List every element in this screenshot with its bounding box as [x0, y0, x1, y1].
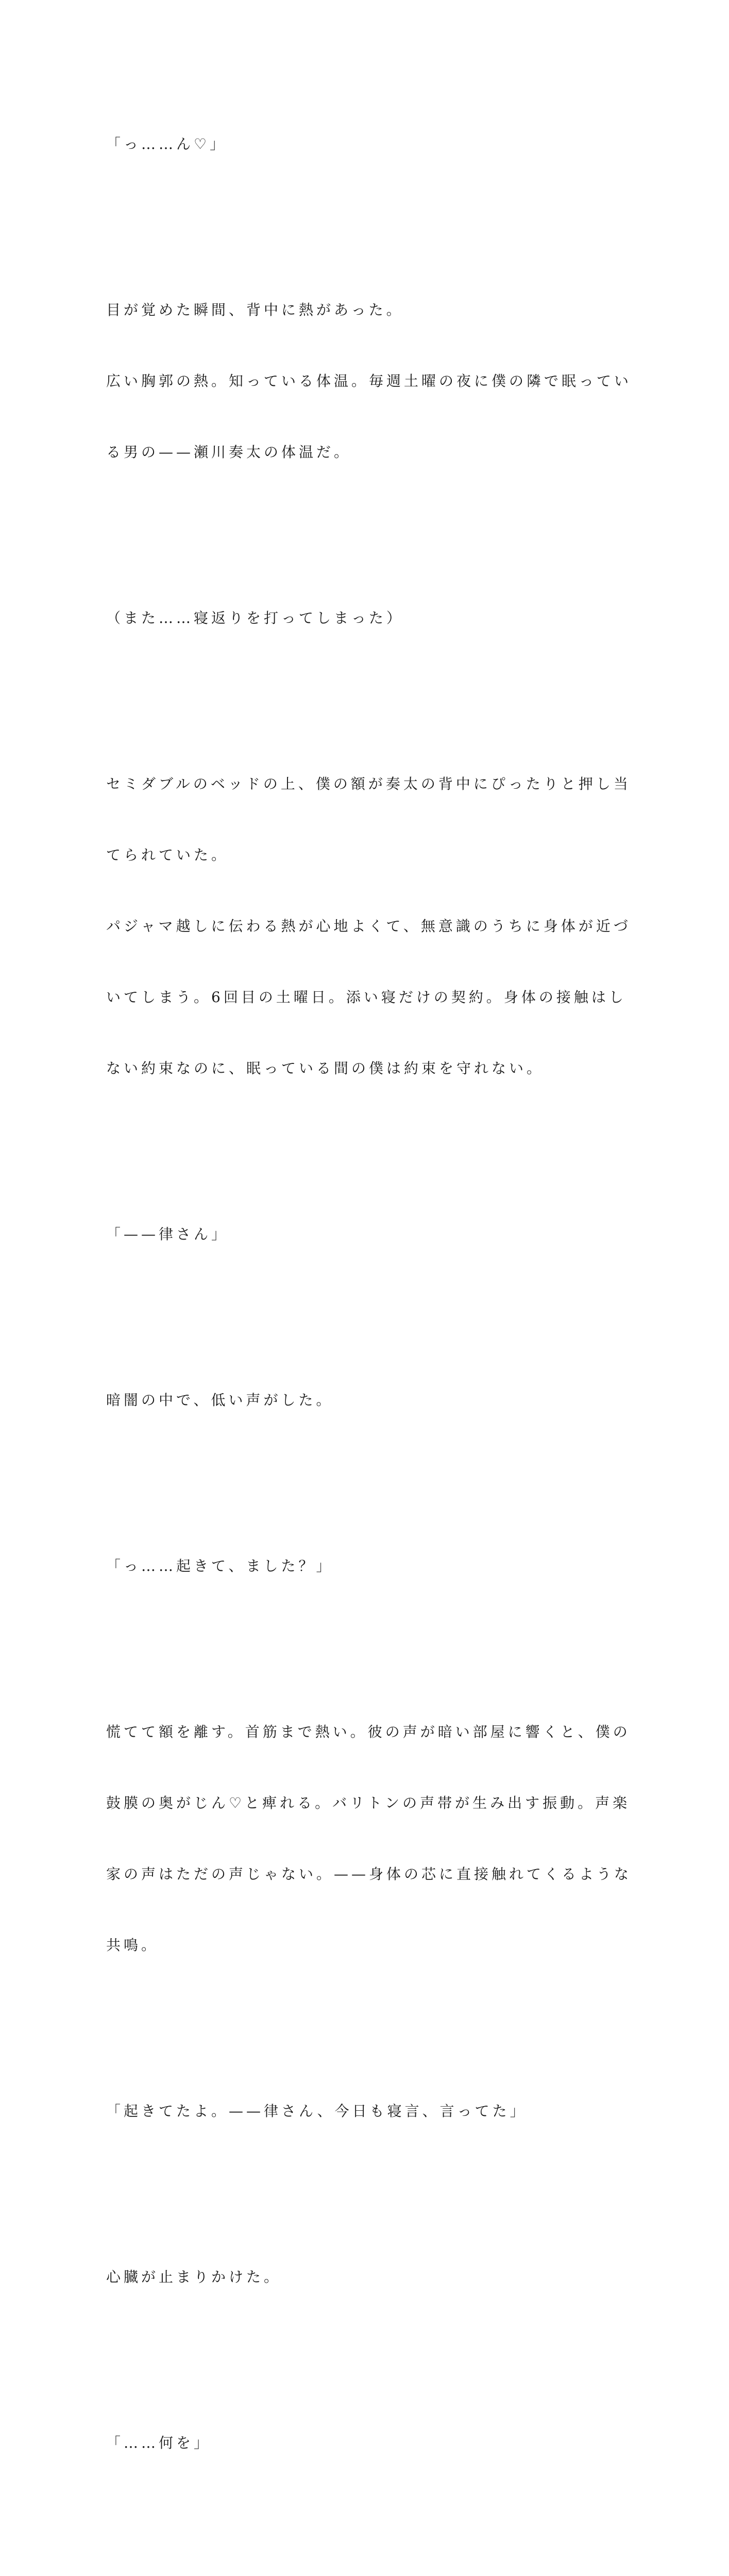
inner-thought-line: （また……寝返りを打ってしまった）: [106, 609, 404, 626]
paragraph-gap: [106, 1128, 626, 1151]
paragraph-gap: [106, 1460, 626, 1483]
narration-line: 鼓膜の奥がじん♡と痺れる。バリトンの声帯が生み出す振動。声楽: [106, 1794, 631, 1811]
paragraph-gap: [106, 1625, 626, 1649]
narration-line: 広い胸郭の熱。知っている体温。毎週土曜の夜に僕の隣で眠ってい: [106, 372, 632, 389]
narration-line: 暗闇の中で、低い声がした。: [106, 1392, 334, 1409]
body-text: [106, 85, 632, 2576]
narration-line: る男の——瀬川奏太の体温だ。: [106, 444, 352, 461]
narration-line: セミダブルのベッドの上、僕の額が奏太の背中にぴったりと押し当: [106, 775, 631, 792]
narration-line: パジャマ越しに伝わる熱が心地よくて、無意識のうちに身体が近づ: [106, 918, 631, 935]
narration-line: ない約束なのに、眠っている間の僕は約束を守れない。: [106, 1060, 545, 1077]
narration-line: いてしまう。6回目の土曜日。添い寝だけの契約。身体の接触はし: [106, 989, 626, 1006]
dialogue-line: 「っ……ん♡」: [106, 135, 228, 152]
narration-line: 目が覚めた瞬間、背中に熱があった。: [106, 301, 404, 318]
narration-line: 慌てて額を離す。首筋まで熱い。彼の声が暗い部屋に響くと、僕の: [106, 1723, 631, 1740]
narration-line: 共鳴。: [106, 1937, 159, 1954]
narration-line: 家の声はただの声じゃない。——身体の芯に直接触れてくるような: [106, 1866, 632, 1883]
paragraph-gap: [106, 204, 626, 227]
paragraph-gap: [106, 2171, 626, 2194]
dialogue-line: 「起きてたよ。——律さん、今日も寝言、言ってた」: [106, 2103, 528, 2120]
dialogue-line: 「——律さん」: [106, 1226, 229, 1243]
paragraph-gap: [106, 2336, 626, 2360]
paragraph-gap: [106, 1294, 626, 1317]
narration-line: てられていた。: [106, 846, 229, 863]
paragraph-gap: [106, 2502, 626, 2526]
paragraph-gap: [106, 512, 626, 535]
paragraph-gap: [106, 2005, 626, 2028]
dialogue-line: 「……何を」: [106, 2434, 212, 2451]
paragraph-gap: [106, 677, 626, 701]
narration-line: 心臓が止まりかけた。: [106, 2268, 282, 2285]
dialogue-line: 「っ……起きて、ました？」: [106, 1557, 334, 1574]
